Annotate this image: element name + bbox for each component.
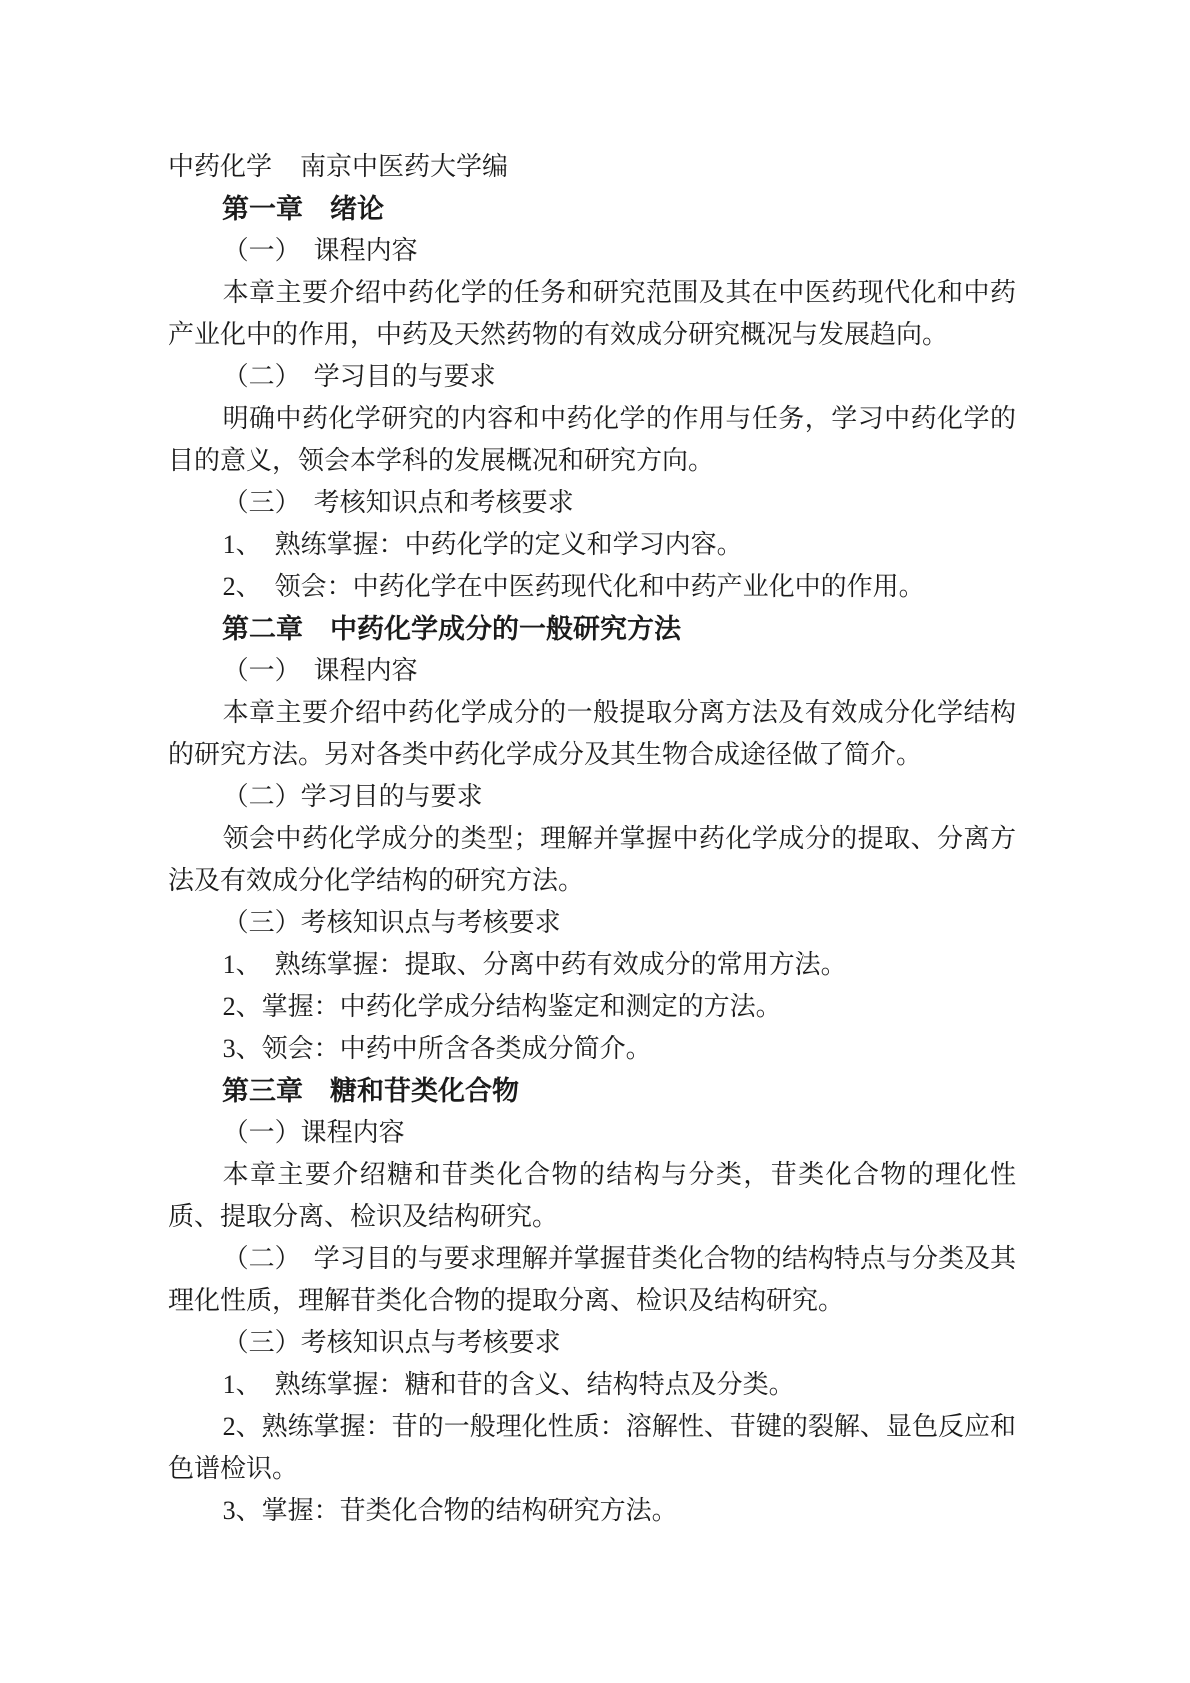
numbered-item: 1、 熟练掌握：中药化学的定义和学习内容。 bbox=[222, 530, 743, 559]
chapter-3-heading: 第三章 糖和苷类化合物 bbox=[222, 1076, 519, 1106]
section-heading: （一） 课程内容 bbox=[222, 236, 418, 265]
paragraph: 领会中药化学成分的类型；理解并掌握中药化学成分的提取、分离方法及有效成分化学结构的研究方法。 bbox=[168, 824, 1016, 895]
numbered-item: 3、领会：中药中所含各类成分简介。 bbox=[222, 1034, 652, 1063]
section-heading: （三）考核知识点与考核要求 bbox=[222, 1328, 561, 1357]
course-title: 中药化学 bbox=[168, 152, 273, 181]
chapter-1-heading: 第一章 绪论 bbox=[222, 194, 384, 224]
text-block bbox=[168, 146, 1016, 1532]
numbered-item: 1、 熟练掌握：提取、分离中药有效成分的常用方法。 bbox=[222, 950, 847, 979]
paragraph: （二） 学习目的与要求理解并掌握苷类化合物的结构特点与分类及其理化性质，理解苷类化合物的提取分离、检识及结构研究。 bbox=[168, 1244, 1016, 1315]
paragraph: 明确中药化学研究的内容和中药化学的作用与任务，学习中药化学的目的意义，领会本学科的发展概况和研究方向。 bbox=[168, 404, 1016, 475]
section-heading: （一） 课程内容 bbox=[222, 656, 418, 685]
document-title bbox=[168, 146, 1016, 188]
paragraph: 本章主要介绍中药化学的任务和研究范围及其在中医药现代化和中药产业化中的作用，中药及天然药物的有效成分研究概况与发展趋向。 bbox=[168, 278, 1016, 349]
section-heading: （一）课程内容 bbox=[222, 1118, 405, 1147]
section-heading: （二）学习目的与要求 bbox=[222, 782, 483, 811]
editor-credit: 南京中医药大学编 bbox=[300, 152, 509, 181]
numbered-item: 1、 熟练掌握：糖和苷的含义、结构特点及分类。 bbox=[222, 1370, 795, 1399]
section-heading: （二） 学习目的与要求 bbox=[222, 362, 496, 391]
section-heading: （三）考核知识点与考核要求 bbox=[222, 908, 561, 937]
section-heading: （三） 考核知识点和考核要求 bbox=[222, 488, 574, 517]
numbered-item: 3、掌握：苷类化合物的结构研究方法。 bbox=[222, 1496, 678, 1525]
chapter-2-heading: 第二章 中药化学成分的一般研究方法 bbox=[222, 614, 681, 644]
paragraph: 本章主要介绍中药化学成分的一般提取分离方法及有效成分化学结构的研究方法。另对各类中药化学成分及其生物合成途径做了简介。 bbox=[168, 698, 1016, 769]
numbered-item: 2、 领会：中药化学在中医药现代化和中药产业化中的作用。 bbox=[222, 572, 925, 601]
numbered-item: 2、掌握：中药化学成分结构鉴定和测定的方法。 bbox=[222, 992, 782, 1021]
numbered-item: 2、熟练掌握：苷的一般理化性质：溶解性、苷键的裂解、显色反应和色谱检识。 bbox=[168, 1412, 1016, 1483]
paragraph: 本章主要介绍糖和苷类化合物的结构与分类，苷类化合物的理化性质、提取分离、检识及结构研究。 bbox=[168, 1160, 1016, 1231]
